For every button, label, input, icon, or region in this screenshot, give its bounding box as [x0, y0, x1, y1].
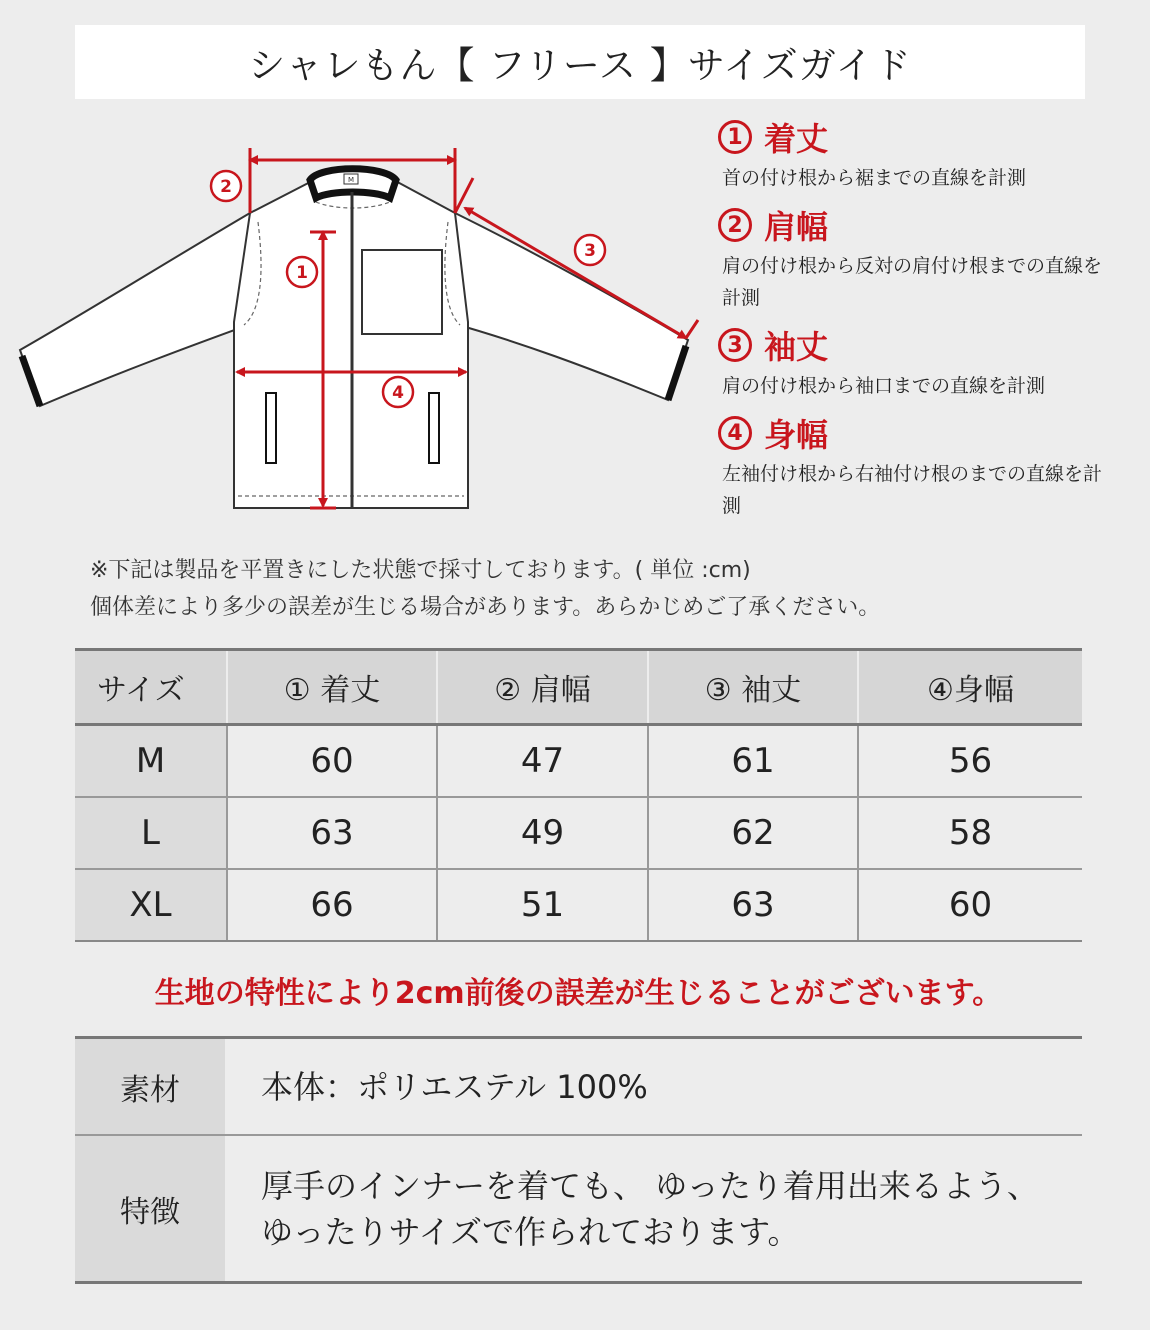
number-circle-icon: 2	[718, 208, 752, 242]
material-label: 素材	[75, 1038, 225, 1136]
legend-title: 肩幅	[764, 208, 829, 246]
number-circle-icon: 4	[718, 416, 752, 450]
table-row	[75, 869, 1082, 941]
feature-label: 特徴	[75, 1135, 225, 1283]
measurement-legend	[718, 112, 1138, 528]
tolerance-note: 生地の特性により2cm前後の誤差が生じることがございます。	[154, 976, 1003, 1011]
legend-title: 身幅	[764, 416, 829, 454]
value-cell: 47	[437, 725, 648, 798]
value-cell: 51	[437, 869, 648, 941]
table-row	[75, 797, 1082, 869]
header-sleeve: ③ 袖丈	[648, 650, 858, 725]
value-cell: 49	[437, 797, 648, 869]
value-cell: 61	[648, 725, 858, 798]
table-row	[75, 1135, 1082, 1283]
value-cell: 66	[227, 869, 437, 941]
legend-desc: 肩の付け根から袖口までの直線を計測	[722, 375, 1046, 397]
header-size: サイズ	[75, 650, 227, 725]
legend-title: 袖丈	[764, 328, 829, 366]
number-circle-icon: 1	[718, 120, 752, 154]
value-cell: 63	[227, 797, 437, 869]
legend-item-length	[718, 112, 1138, 194]
material-table	[75, 1036, 1082, 1284]
marker-4: 4	[392, 383, 404, 403]
header-shoulder: ② 肩幅	[437, 650, 648, 725]
header-length: ① 着丈	[227, 650, 437, 725]
value-cell: 62	[648, 797, 858, 869]
value-cell: 56	[858, 725, 1082, 798]
value-cell: 63	[648, 869, 858, 941]
legend-desc: 左袖付け根から右袖付け根のまでの直線を計測	[722, 463, 1103, 517]
size-table	[75, 648, 1082, 942]
size-tag-label: M	[347, 176, 355, 184]
legend-desc: 肩の付け根から反対の肩付け根までの直線を計測	[722, 255, 1103, 309]
legend-item-shoulder	[718, 200, 1138, 314]
size-cell: XL	[75, 869, 227, 941]
header-width: ④身幅	[858, 650, 1082, 725]
legend-item-sleeve	[718, 320, 1138, 402]
legend-item-width	[718, 408, 1138, 522]
legend-title: 着丈	[764, 120, 829, 158]
jacket-diagram	[0, 110, 710, 530]
table-row	[75, 1038, 1082, 1136]
value-cell: 58	[858, 797, 1082, 869]
feature-value	[225, 1135, 1082, 1283]
feature-line-1: 厚手のインナーを着ても、 ゆったり着用出来るよう、	[261, 1166, 1039, 1205]
size-cell: L	[75, 797, 227, 869]
value-cell: 60	[858, 869, 1082, 941]
marker-2: 2	[220, 177, 232, 197]
value-cell: 60	[227, 725, 437, 798]
table-row	[75, 725, 1082, 798]
number-circle-icon: 3	[718, 328, 752, 362]
note-line-2: 個体差により多少の誤差が生じる場合があります。あらかじめご了承ください。	[90, 595, 881, 620]
measurement-notes	[90, 552, 1100, 626]
note-line-1: ※下記は製品を平置きにした状態で採寸しております。( 単位 :cm)	[90, 558, 751, 583]
legend-desc: 首の付け根から裾までの直線を計測	[722, 167, 1027, 189]
size-cell: M	[75, 725, 227, 798]
page-title: シャレもん【 フリース 】サイズガイド	[75, 25, 1085, 99]
material-value: 本体：ポリエステル 100%	[225, 1038, 1082, 1136]
feature-line-2: ゆったりサイズで作られております。	[261, 1212, 800, 1251]
table-header-row	[75, 650, 1082, 725]
marker-3: 3	[584, 241, 596, 261]
marker-1: 1	[296, 263, 308, 283]
